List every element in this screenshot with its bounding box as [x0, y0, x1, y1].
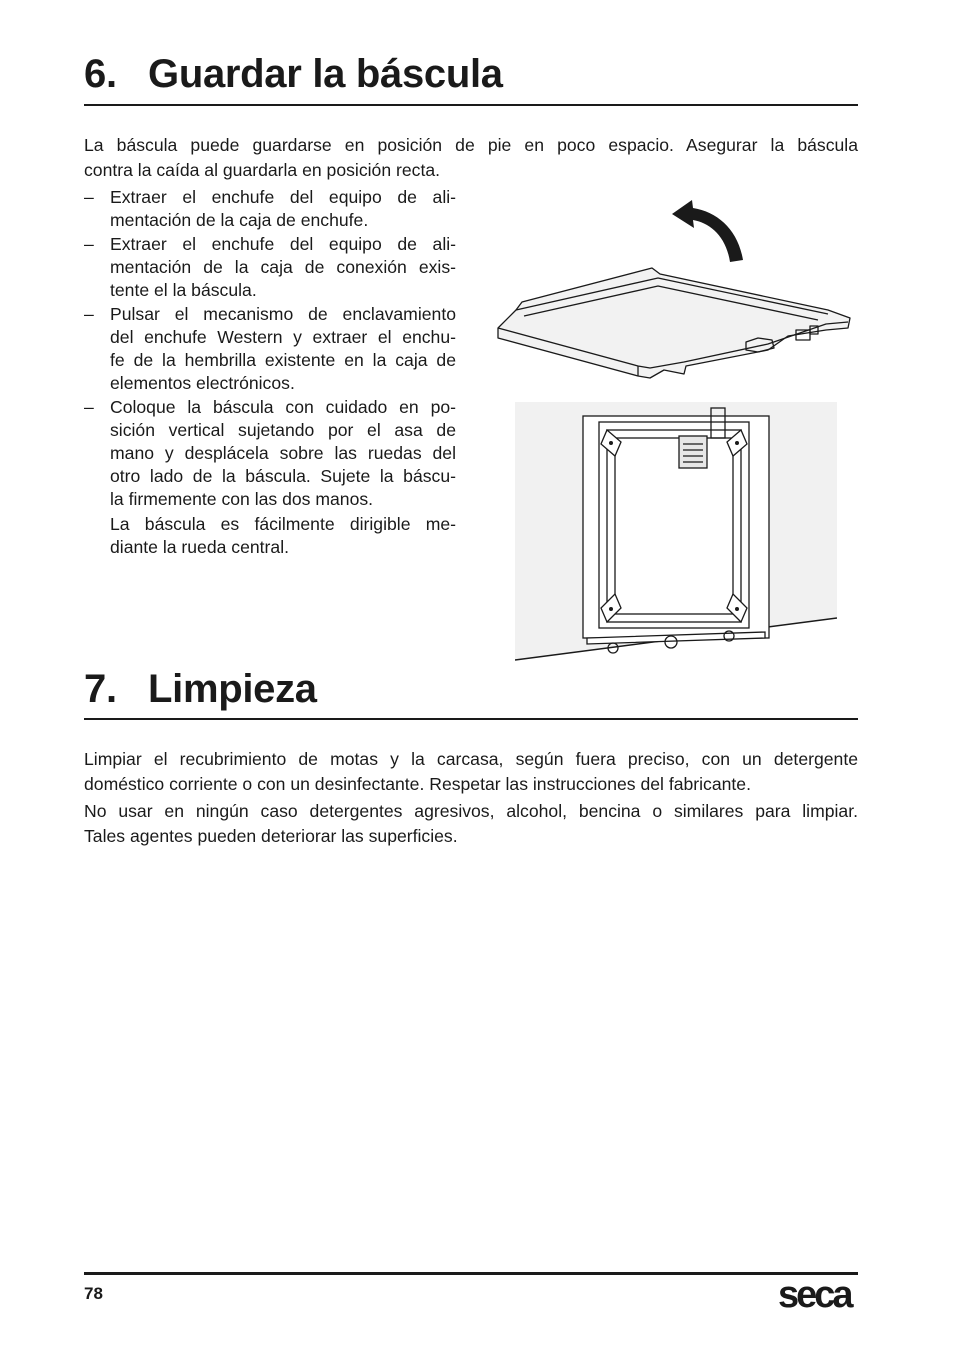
list-line: Extraer el enchufe del equipo de ali-	[110, 187, 456, 207]
list-line: Coloque la báscula con cuidado en po-	[110, 397, 456, 417]
list-line: mentación de la caja de enchufe.	[110, 210, 369, 230]
bullet-marker: –	[84, 234, 94, 254]
scale-flat-illustration	[488, 190, 856, 390]
scale-upright-illustration	[515, 402, 837, 674]
list-line: sición vertical sujetando por el asa de	[110, 420, 456, 440]
section-6-number: 6.	[84, 52, 117, 96]
paragraph-line: No usar en ningún caso detergentes agresivos, alcohol, bencina o similares para limpiar.	[84, 801, 858, 821]
intro-line: contra la caída al guardarla en posición recta.	[84, 159, 440, 180]
paragraph-line: Tales agentes pueden deteriorar las superficies.	[84, 825, 458, 846]
list-line: elementos electrónicos.	[110, 373, 295, 393]
section-6-intro	[84, 133, 858, 182]
intro-line: La báscula puede guardarse en posición de pie en poco espacio. Asegurar la báscula	[84, 135, 858, 155]
list-line: fe de la hembrilla existente en la caja de	[110, 350, 456, 370]
list-item	[84, 186, 456, 232]
bullet-marker: –	[84, 304, 94, 324]
list-line: Pulsar el mecanismo de enclavamiento	[110, 304, 456, 324]
page-number: 78	[84, 1284, 103, 1303]
section-6-rule	[84, 104, 858, 106]
bullet-marker: –	[84, 397, 94, 417]
steering-note	[110, 513, 456, 559]
paragraph-line: Limpiar el recubrimiento de motas y la carcasa, según fuera preciso, con un detergente	[84, 749, 858, 769]
bullet-marker: –	[84, 187, 94, 207]
list-item	[84, 303, 456, 395]
cleaning-paragraph-1	[84, 747, 858, 796]
list-line: mentación de la caja de conexión exis-	[110, 257, 456, 277]
list-line: tente el la báscula.	[110, 280, 257, 300]
section-6-title: Guardar la báscula	[148, 52, 503, 96]
brand-logo: seca	[778, 1274, 851, 1316]
cleaning-paragraph-2	[84, 799, 858, 848]
curved-arrow-icon	[672, 200, 743, 262]
list-item	[84, 233, 456, 302]
section-7-title: Limpieza	[148, 667, 317, 711]
section-6-heading	[84, 52, 503, 97]
list-line: Extraer el enchufe del equipo de ali-	[110, 234, 456, 254]
list-item	[84, 396, 456, 511]
section-7-rule	[84, 718, 858, 720]
footer-rule	[84, 1272, 858, 1275]
list-line: la firmemente con las dos manos.	[110, 489, 374, 509]
storage-steps-list	[84, 186, 456, 511]
section-7-number: 7.	[84, 667, 117, 711]
note-line: diante la rueda central.	[110, 537, 289, 557]
list-line: otro lado de la báscula. Sujete la báscu-	[110, 466, 456, 486]
list-line: del enchufe Western y extraer el enchu-	[110, 327, 456, 347]
paragraph-line: doméstico corriente o con un desinfectante. Respetar las instrucciones del fabricante.	[84, 773, 751, 794]
section-7-heading	[84, 667, 317, 712]
list-line: mano y desplácela sobre las ruedas del	[110, 443, 456, 463]
note-line: La báscula es fácilmente dirigible me-	[110, 514, 456, 534]
